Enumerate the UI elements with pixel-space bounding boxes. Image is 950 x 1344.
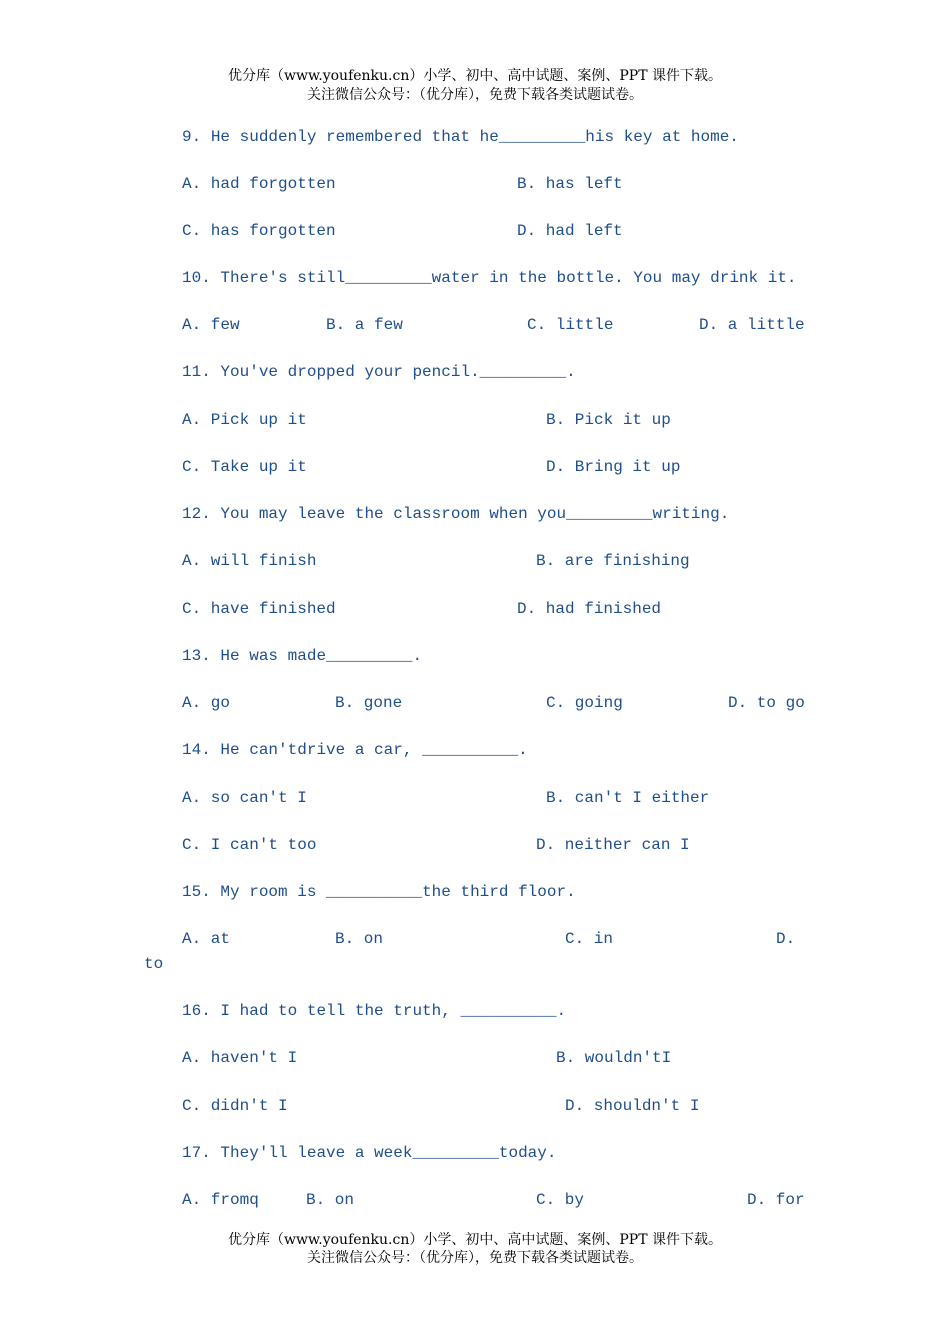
answer-blank: __________: [460, 1002, 557, 1020]
q11-option-c: C. Take up it: [182, 458, 307, 476]
q16-option-b: B. wouldn'tI: [556, 1049, 672, 1067]
q11-option-b: B. Pick it up: [546, 411, 671, 429]
q9-option-b: B. has left: [517, 175, 623, 193]
header-line-2: 关注微信公众号：（优分库），免费下载各类试题试卷。: [307, 87, 643, 103]
q12-option-b: B. are finishing: [536, 552, 690, 570]
answer-blank: _________: [412, 1144, 499, 1162]
q14-option-c: C. I can't too: [182, 836, 317, 854]
question-14: 14. He can'tdrive a car, __________.: [182, 741, 528, 759]
question-17: 17. They'll leave a week_________today.: [182, 1144, 557, 1162]
header-line-1: 优分库（www.youfenku.cn）小学、初中、高中试题、案例、PPT 课件下载。: [227, 68, 722, 84]
question-11: 11. You've dropped your pencil._________.: [182, 363, 576, 381]
footer-line-2: 关注微信公众号：（优分库），免费下载各类试题试卷。: [307, 1250, 643, 1266]
q15-option-b: B. on: [335, 930, 384, 948]
q9-option-a: A. had forgotten: [182, 175, 336, 193]
q13-option-c: C. going: [546, 694, 623, 712]
q12-option-d: D. had finished: [517, 600, 662, 618]
q13-option-d: D. to go: [728, 694, 805, 712]
q10-option-c: C. little: [527, 316, 614, 334]
question-16: 16. I had to tell the truth, __________.: [182, 1002, 567, 1020]
q10-option-d: D. a little: [699, 316, 805, 334]
q17-option-b: B. on: [306, 1191, 355, 1209]
answer-blank: _________: [566, 505, 653, 523]
q9-option-c: C. has forgotten: [182, 222, 336, 240]
q11-option-d: D. Bring it up: [546, 458, 681, 476]
q15-option-a: A. at: [182, 930, 231, 948]
q15-option-d-text: to: [144, 955, 164, 973]
answer-blank: __________: [326, 883, 423, 901]
q14-option-b: B. can't I either: [546, 789, 710, 807]
q10-option-a: A. few: [182, 316, 240, 334]
q9-option-d: D. had left: [517, 222, 623, 240]
q12-option-a: A. will finish: [182, 552, 317, 570]
question-13: 13. He was made_________.: [182, 647, 423, 665]
question-12: 12. You may leave the classroom when you_________writing.: [182, 505, 730, 523]
answer-blank: __________: [422, 741, 519, 759]
q10-option-b: B. a few: [326, 316, 403, 334]
q17-option-a: A. fromq: [182, 1191, 259, 1209]
answer-blank: _________: [326, 647, 413, 665]
q17-option-c: C. by: [536, 1191, 585, 1209]
q15-option-c: C. in: [565, 930, 614, 948]
q14-option-d: D. neither can I: [536, 836, 690, 854]
question-10: 10. There's still_________water in the bottle. You may drink it.: [182, 269, 797, 287]
q17-option-d: D. for: [747, 1191, 805, 1209]
q14-option-a: A. so can't I: [182, 789, 307, 807]
q13-option-b: B. gone: [335, 694, 403, 712]
question-15: 15. My room is __________the third floor.: [182, 883, 576, 901]
answer-blank: _________: [479, 363, 567, 381]
q12-option-c: C. have finished: [182, 600, 336, 618]
footer-line-1: 优分库（www.youfenku.cn）小学、初中、高中试题、案例、PPT 课件下载。: [227, 1232, 722, 1248]
question-9: 9. He suddenly remembered that he_________his key at home.: [182, 128, 739, 146]
q16-option-d: D. shouldn't I: [565, 1097, 700, 1115]
q16-option-a: A. haven't I: [182, 1049, 298, 1067]
q16-option-c: C. didn't I: [182, 1097, 288, 1115]
q13-option-a: A. go: [182, 694, 231, 712]
q11-option-a: A. Pick up it: [182, 411, 307, 429]
answer-blank: _________: [345, 269, 432, 287]
answer-blank: _________: [498, 128, 586, 146]
q15-option-d: D.: [776, 930, 796, 948]
